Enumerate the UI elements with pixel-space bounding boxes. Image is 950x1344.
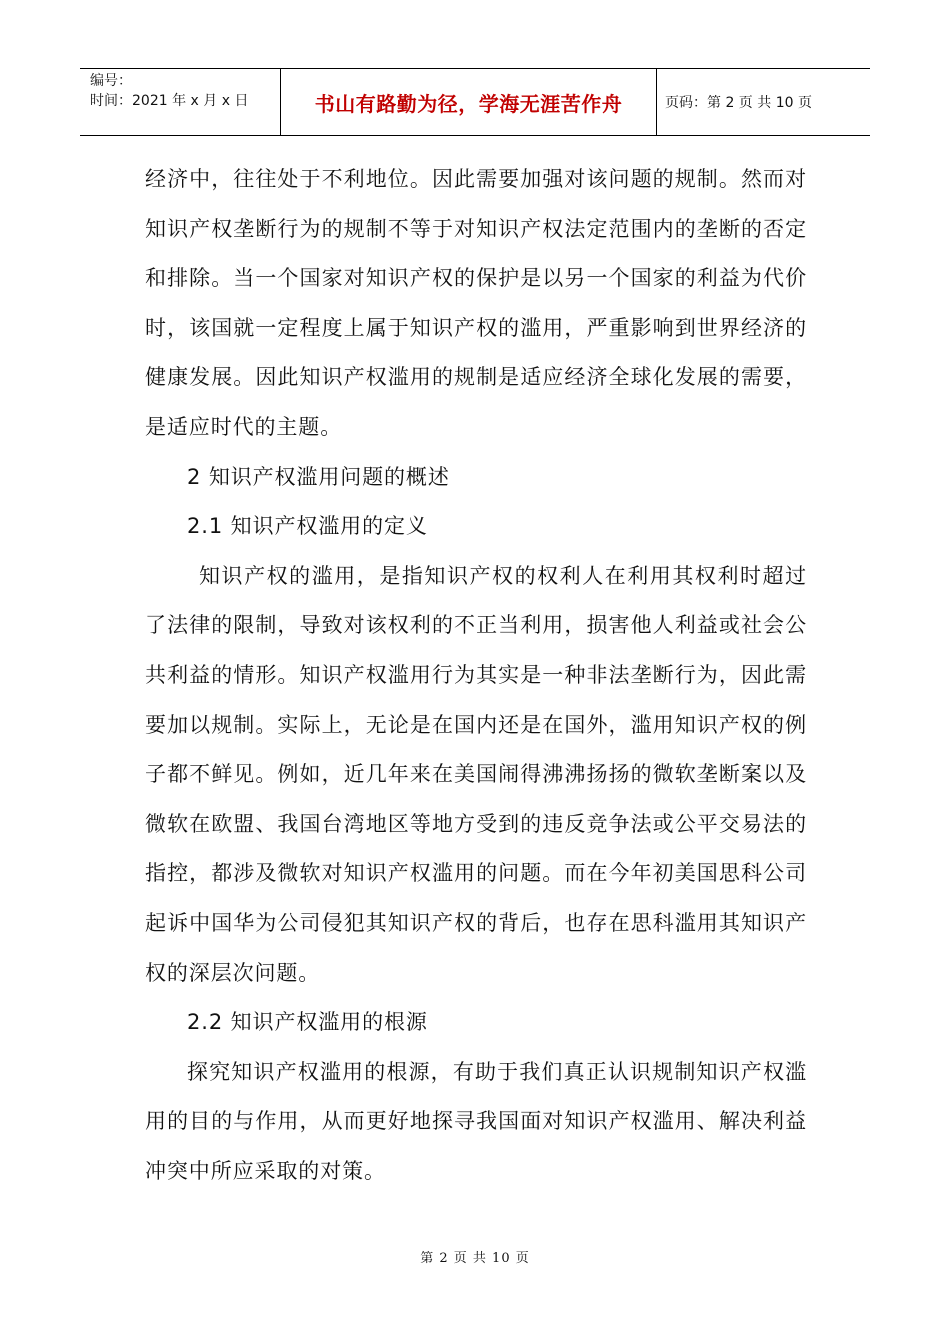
body-paragraph: 探究知识产权滥用的根源，有助于我们真正认识规制知识产权滥用的目的与作用，从而更好地探寻我国面对知识产权滥用、解决利益冲突中所应采取的对策。 xyxy=(145,1059,807,1183)
header-motto-cell xyxy=(281,69,657,135)
document-body xyxy=(145,155,807,1196)
header-time-label: 时间：2021 年 x 月 x 日 xyxy=(90,93,249,109)
section-heading: 2 知识产权滥用问题的概述 xyxy=(187,464,450,489)
header-number-label: 编号： xyxy=(90,73,132,89)
header-motto: 书山有路勤为径，学海无涯苦作舟 xyxy=(314,91,623,116)
body-paragraph: 知识产权的滥用，是指知识产权的权利人在利用其权利时超过了法律的限制，导致对该权利的不正当利用，损害他人利益或社会公共利益的情形。知识产权滥用行为其实是一种非法垄断行为，因此需要加以规制。实际上，无论是在国内还是在国外，滥用知识产权的例子都不鲜见。例如，近几年来在美国闹得沸沸扬扬的微软垄断案以及微软在欧盟、我国台湾地区等地方受到的违反竞争法或公平交易法的指控，都涉及微软对知识产权滥用的问题。而在今年初美国思科公司起诉中国华为公司侵犯其知识产权的背后，也存在思科滥用其知识产权的深层次问题。 xyxy=(145,563,807,985)
document-header xyxy=(80,68,870,136)
header-page-label: 页码：第 2 页 共 10 页 xyxy=(665,95,812,111)
subsection-heading: 2.2 知识产权滥用的根源 xyxy=(187,1010,428,1035)
page-footer: 第 2 页 共 10 页 xyxy=(420,1251,530,1266)
subsection-heading: 2.1 知识产权滥用的定义 xyxy=(187,514,428,539)
header-meta-cell xyxy=(80,69,281,135)
header-page-cell xyxy=(657,69,870,135)
body-paragraph: 经济中，往往处于不利地位。因此需要加强对该问题的规制。然而对知识产权垄断行为的规制不等于对知识产权法定范围内的垄断的否定和排除。当一个国家对知识产权的保护是以另一个国家的利益为代价时，该国就一定程度上属于知识产权的滥用，严重影响到世界经济的健康发展。因此知识产权滥用的规制是适应经济全球化发展的需要，是适应时代的主题。 xyxy=(145,167,807,439)
